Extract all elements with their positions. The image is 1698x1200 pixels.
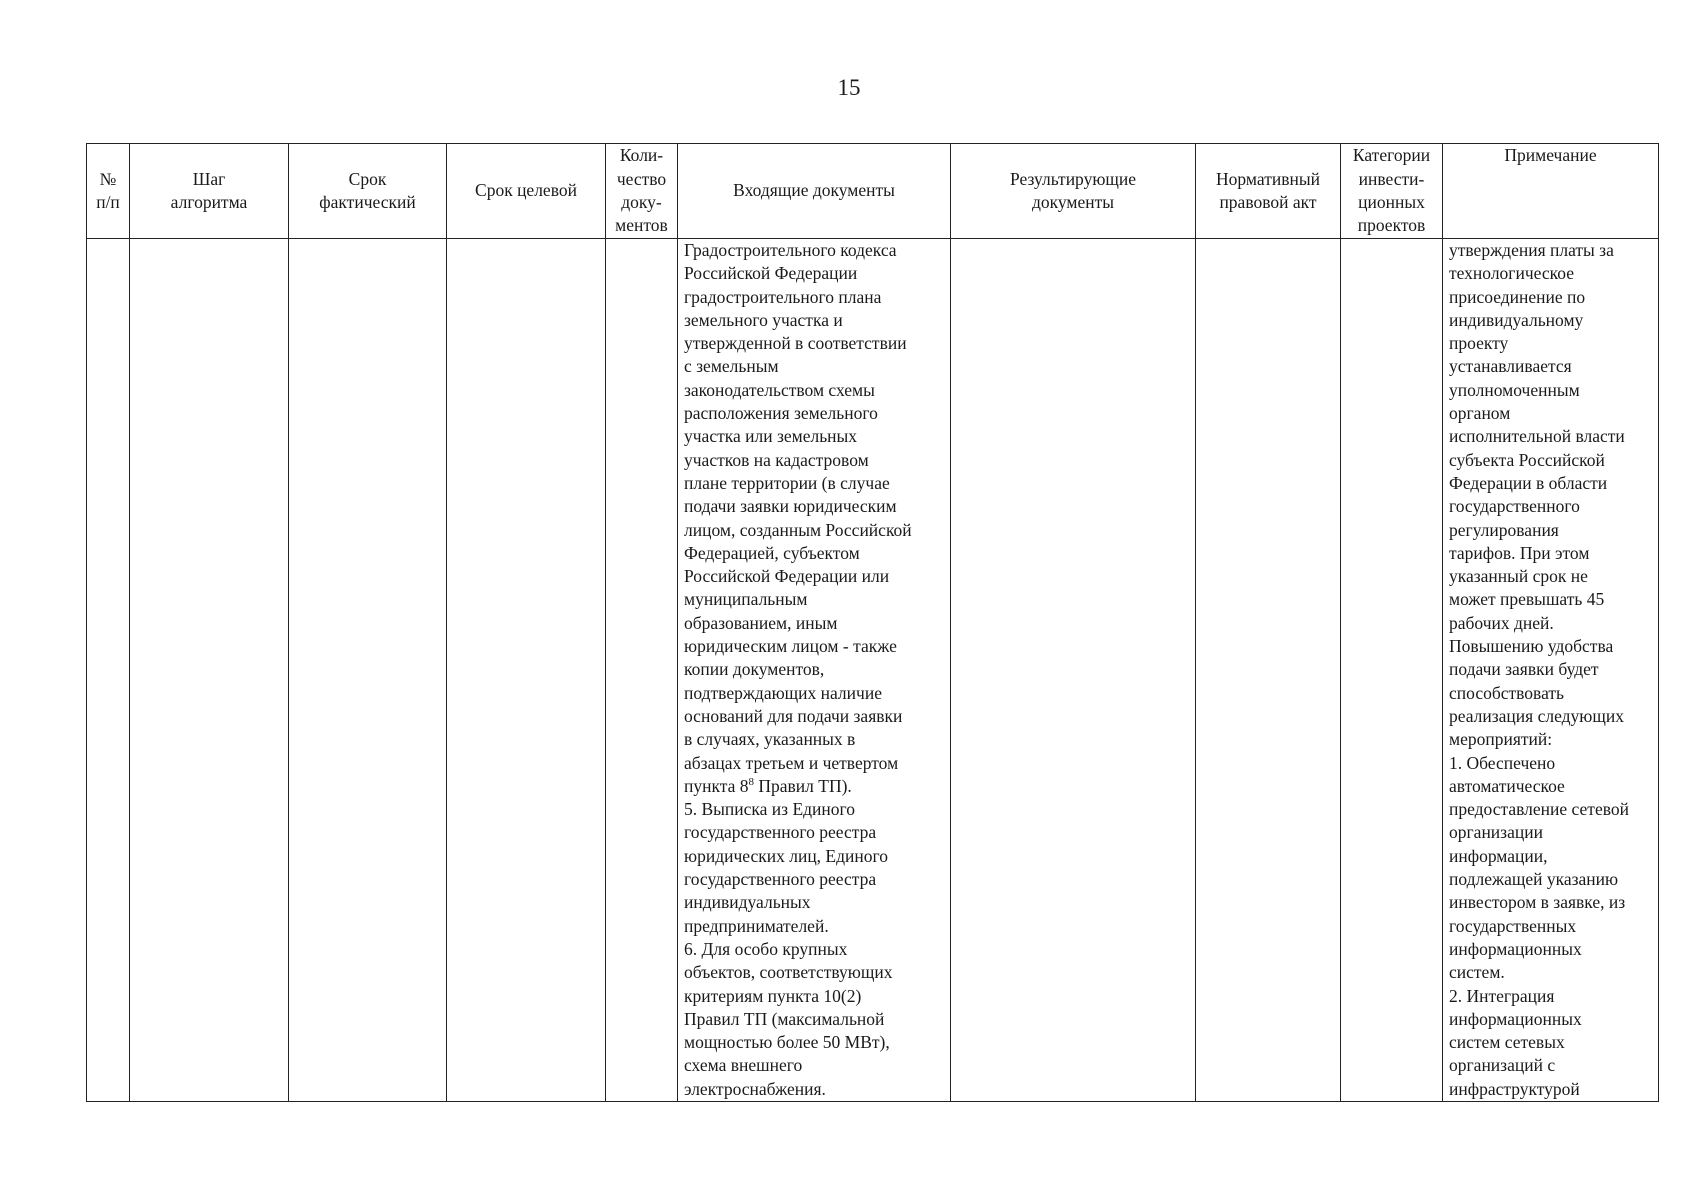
incoming-documents-part-2: Правил ТП). 5. Выписка из Единого государственного реестра юридических лиц, Единого государственного реестра индивидуальных предпринимателей. 6. Для особо крупных объектов, соответствующих критериям пункта 10(2) Правил ТП (максимальной мощностью более 50 МВт), схема внешнего электроснабжения. <box>684 775 893 1099</box>
cell-algorithm-step <box>130 239 289 1102</box>
cell-documents-count <box>606 239 678 1102</box>
cell-incoming-documents <box>678 239 951 1102</box>
cell-number <box>87 239 130 1102</box>
note-text: утверждения платы за технологическое присоединение по индивидуальному проекту устанавливается уполномоченным органом исполнительной власти субъекта Российской Федерации в области государственного регулирования тарифов. При этом указанный срок не может превышать 45 рабочих дней. Повышению удобства подачи заявки будет способствовать реализация следующих мероприятий: 1. Обеспечено автоматическое предоставление сетевой организации информации, подлежащей указанию инвестором в заявке, из государственных информационных систем. 2. Интеграция информационных систем сетевых организаций с инфраструктурой <box>1449 240 1629 1099</box>
cell-target-term <box>447 239 606 1102</box>
header-documents-count: Коли- чество доку- ментов <box>606 144 678 239</box>
header-incoming-documents: Входящие документы <box>678 144 951 239</box>
header-project-categories: Категории инвести- ционных проектов <box>1341 144 1443 239</box>
header-algorithm-step: Шаг алгоритма <box>130 144 289 239</box>
header-note: Примечание <box>1443 144 1659 239</box>
header-actual-term: Срок фактический <box>289 144 447 239</box>
page-number: 15 <box>837 75 861 100</box>
table-header-row <box>87 144 1659 239</box>
table-row <box>87 239 1659 1102</box>
incoming-documents-text <box>678 239 950 1101</box>
incoming-documents-part-1: Градостроительного кодекса Российской Федерации градостроительного плана земельного участка и утвержденной в соответствии с земельным законодательством схемы расположения земельного участка или земельных участков на кадастровом плане территории (в случае подачи заявки юридическим лицом, созданным Российской Федерацией, субъектом Российской Федерации или муниципальным образованием, иным юридическим лицом - также копии документов, подтверждающих наличие оснований для подачи заявки в случаях, указанных в абзацах третьем и четвертом пункта 8 <box>684 240 912 796</box>
cell-project-categories <box>1341 239 1443 1102</box>
algorithm-table <box>86 143 1659 1102</box>
cell-note <box>1443 239 1659 1102</box>
header-normative-act: Нормативный правовой акт <box>1196 144 1341 239</box>
cell-resulting-documents <box>951 239 1196 1102</box>
header-resulting-documents: Результирующие документы <box>951 144 1196 239</box>
cell-actual-term <box>289 239 447 1102</box>
header-number: № п/п <box>87 144 130 239</box>
superscript-8: 8 <box>748 775 755 788</box>
cell-normative-act <box>1196 239 1341 1102</box>
header-target-term: Срок целевой <box>447 144 606 239</box>
